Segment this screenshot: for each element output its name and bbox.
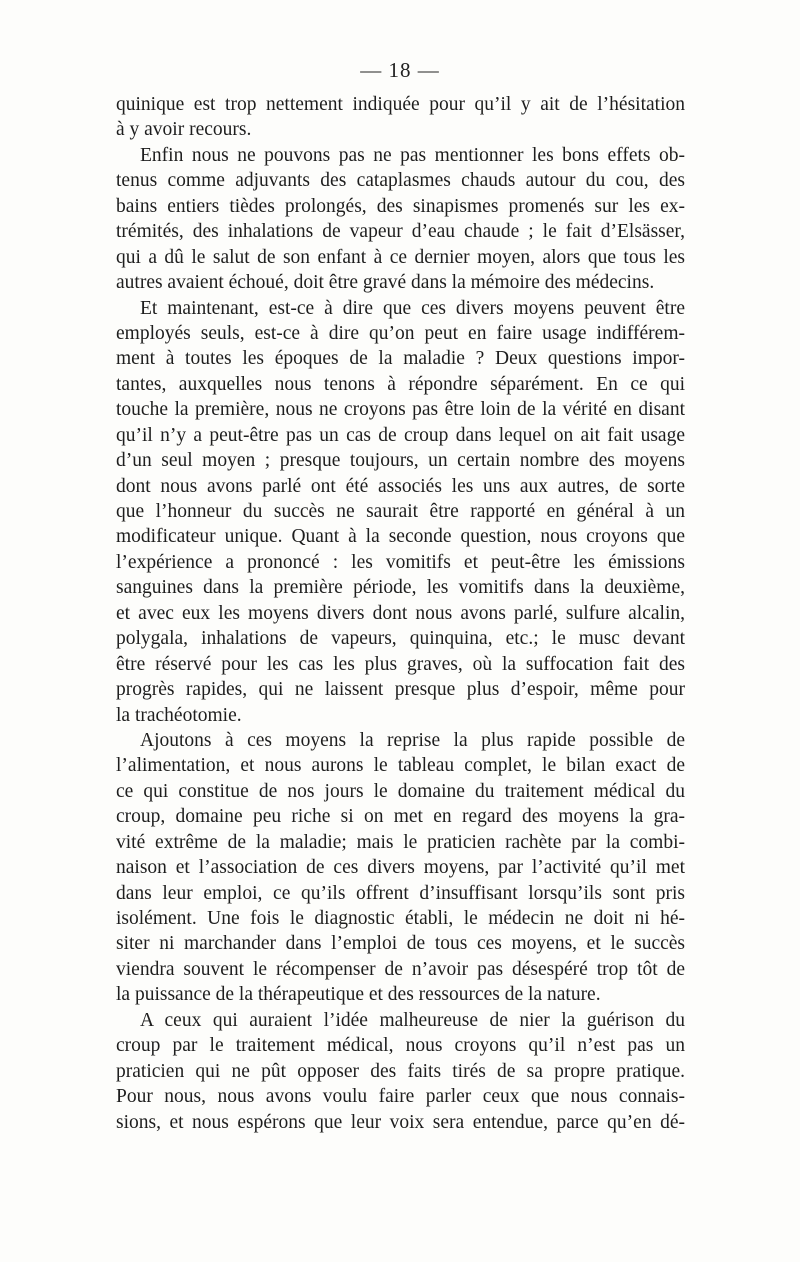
text-line: vité extrême de la maladie; mais le praticien rachète par la combi- (116, 831, 685, 853)
text-line: progrès rapides, qui ne laissent presque plus d’espoir, même pour (116, 679, 685, 701)
text-line: Et maintenant, est-ce à dire que ces divers moyens peuvent être (140, 297, 685, 319)
text-line: l’expérience a prononcé : les vomitifs et peut-être les émissions (116, 551, 685, 573)
text-line: d’un seul moyen ; presque toujours, un certain nombre des moyens (116, 450, 685, 472)
text-line: employés seuls, est-ce à dire qu’on peut en faire usage indifférem- (116, 322, 685, 344)
text-line: que l’honneur du succès ne saurait être rapporté en général à un (116, 501, 685, 522)
text-line: A ceux qui auraient l’idée malheureuse de nier la guérison du (140, 1009, 685, 1031)
text-line: Enfin nous ne pouvons pas ne pas mentionner les bons effets ob- (140, 144, 685, 166)
text-line: dans leur emploi, ce qu’ils offrent d’insuffisant lorsqu’ils sont pris (116, 882, 685, 904)
text-line: tenus comme adjuvants des cataplasmes chauds autour du cou, des (116, 170, 685, 192)
text-line: la puissance de la thérapeutique et des ressources de la nature. (116, 984, 601, 1006)
text-line: qui a dû le salut de son enfant à ce dernier moyen, alors que tous les (116, 246, 685, 268)
text-line: sions, et nous espérons que leur voix sera entendue, parce qu’en dé- (116, 1111, 685, 1133)
text-line: dont nous avons parlé ont été associés les uns aux autres, de sorte (116, 475, 685, 497)
text-line: Ajoutons à ces moyens la reprise la plus rapide possible de (140, 729, 685, 751)
text-line: isolément. Une fois le diagnostic établi, le médecin ne doit ni hé- (116, 908, 685, 929)
text-line: quinique est trop nettement indiquée pour qu’il y ait de l’hésitation (116, 94, 685, 115)
text-line: praticien qui ne pût opposer des faits tirés de sa propre pratique. (116, 1060, 685, 1082)
body-text (116, 92, 685, 1135)
text-line: trémités, des inhalations de vapeur d’eau chaude ; le fait d’Elsässer, (116, 221, 685, 243)
text-line: Pour nous, nous avons voulu faire parler ceux que nous connais- (116, 1086, 685, 1108)
text-line: autres avaient échoué, doit être gravé dans la mémoire des médecins. (116, 272, 655, 294)
text-line: la trachéotomie. (116, 704, 242, 726)
text-line: être réservé pour les cas les plus graves, où la suffocation fait des (116, 653, 685, 675)
text-line: naison et l’association de ces divers moyens, par l’activité qu’il met (116, 857, 685, 879)
text-line: polygala, inhalations de vapeurs, quinquina, etc.; le musc devant (116, 628, 685, 650)
text-line: sanguines dans la première période, les vomitifs dans la deuxième, (116, 577, 685, 599)
text-line: qu’il n’y a peut-être pas un cas de croup dans lequel on ait fait usage (116, 424, 685, 446)
text-line: tantes, auxquelles nous tenons à répondre séparément. En ce qui (116, 373, 685, 395)
text-line: ce qui constitue de nos jours le domaine du traitement médical du (116, 780, 685, 802)
text-line: viendra souvent le récompenser de n’avoir pas désespéré trop tôt de (116, 958, 685, 980)
text-line: touche la première, nous ne croyons pas être loin de la vérité en disant (116, 399, 685, 421)
text-line: à y avoir recours. (116, 119, 252, 141)
text-line: l’alimentation, et nous aurons le tableau complet, le bilan exact de (116, 755, 685, 777)
text-line: modificateur unique. Quant à la seconde question, nous croyons que (116, 526, 685, 548)
text-line: et avec eux les moyens divers dont nous avons parlé, sulfure alcalin, (116, 602, 685, 624)
text-line: siter ni marchander dans l’emploi de tous ces moyens, et le succès (116, 933, 685, 955)
text-line: croup par le traitement médical, nous croyons qu’il n’est pas un (116, 1035, 685, 1057)
text-line: bains entiers tièdes prolongés, des sinapismes promenés sur les ex- (116, 195, 685, 217)
text-line: croup, domaine peu riche si on met en regard des moyens la gra- (116, 806, 685, 828)
page-number: — 18 — (360, 58, 440, 82)
text-line: ment à toutes les époques de la maladie ? Deux questions impor- (116, 348, 685, 370)
